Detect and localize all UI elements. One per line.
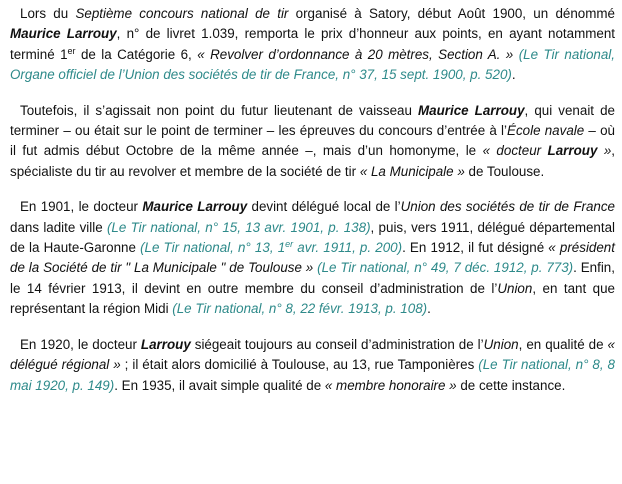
text-run: . En 1935, il avait simple qualité de <box>114 377 325 393</box>
person-name: Maurice Larrouy <box>10 26 117 42</box>
text-run: de cette instance. <box>456 377 566 393</box>
text-run: de Toulouse. <box>464 163 545 179</box>
text-run: , en tant que représentant la région Midi <box>10 280 615 317</box>
organization-name: Union des sociétés de tir de France <box>400 199 615 215</box>
citation: (Le Tir national, n° 13, 1 <box>140 240 286 256</box>
citation: (Le Tir national, n° 8, 22 févr. 1913, p. 108) <box>172 301 428 317</box>
text-run: devint délégué local de l’ <box>247 199 401 215</box>
person-name: Larrouy <box>140 336 191 352</box>
text-run: , n° de livret 1.039, remporta le prix d’honneur aux points, en ayant notamment terminé 1 <box>10 26 616 62</box>
text-run: Lors du <box>20 6 76 21</box>
text-run: ; il était alors domicilié à Toulouse, au 13, rue Tamponières <box>120 357 479 373</box>
person-name: Maurice Larrouy <box>142 199 248 215</box>
text-run: En 1920, le docteur <box>20 336 141 352</box>
superscript: er <box>285 239 294 250</box>
text-run: Toutefois, il s’agissait non point du futur lieutenant de vaisseau <box>20 102 418 118</box>
quote: « Revolver d’ordonnance à 20 mètres, Section A. » <box>197 46 514 62</box>
organization-name: Union <box>483 336 519 352</box>
quote: « La Municipale » <box>359 163 465 179</box>
citation: (Le Tir national, n° 8, 8 mai 1920, p. 149) <box>10 357 615 393</box>
quote: « président de la Société de tir " La Municipale " de Toulouse » <box>10 240 615 276</box>
citation: (Le Tir national, n° 49, 7 déc. 1912, p. 773) <box>317 260 574 276</box>
person-name: Maurice Larrouy <box>418 102 525 118</box>
person-name: Larrouy <box>547 143 598 159</box>
text-run: . <box>427 301 431 317</box>
quote: « délégué régional » <box>10 336 615 373</box>
text-run: En 1901, le docteur <box>20 199 143 215</box>
quote: » <box>597 143 612 159</box>
paragraph-1 <box>10 4 615 86</box>
text-run: de la Catégorie 6, <box>75 46 198 62</box>
paragraph-3 <box>10 197 615 319</box>
text-run: . En 1912, il fut désigné <box>402 240 549 256</box>
text-run: dans ladite ville <box>10 219 107 235</box>
school-name: École navale <box>507 123 585 139</box>
citation: (Le Tir national, n° 15, 13 avr. 1901, p. 138) <box>106 219 371 235</box>
citation: avr. 1911, p. 200) <box>293 240 403 256</box>
organization-name: Union <box>497 280 533 296</box>
quote: « membre honoraire » <box>324 377 457 393</box>
contest-name: Septième concours national de tir <box>75 6 289 21</box>
text-run: , puis, vers 1911, délégué départemental de la Haute-Garonne <box>10 219 616 256</box>
superscript: er <box>67 45 76 56</box>
document-body <box>10 4 615 411</box>
text-run: , en qualité de <box>518 336 608 352</box>
text-run: , qui venait de terminer – ou était sur le point de terminer – les épreuves du concours d’entrée à l’ <box>10 102 615 139</box>
text-run: – où il fut admis début Octobre de la même année –, mais d’un homonyme, le <box>10 123 615 159</box>
text-run: , spécialiste du tir au revolver et membre de la société de tir <box>10 143 615 179</box>
text-run: organisé à Satory, début Août 1900, un dénommé <box>288 6 615 21</box>
text-run: . Enfin, le 14 février 1913, il devint en outre membre du conseil d’administration de l’ <box>10 260 615 296</box>
paragraph-4 <box>10 335 615 396</box>
text-run: siégeait toujours au conseil d’administration de l’ <box>190 336 484 352</box>
citation: (Le Tir national, Organe officiel de l’Union des sociétés de tir de France, n° 37, 15 sept. 1900, p. 520) <box>10 46 616 83</box>
text-run: . <box>511 67 516 83</box>
quote: « docteur <box>482 143 548 159</box>
paragraph-2 <box>10 101 615 183</box>
